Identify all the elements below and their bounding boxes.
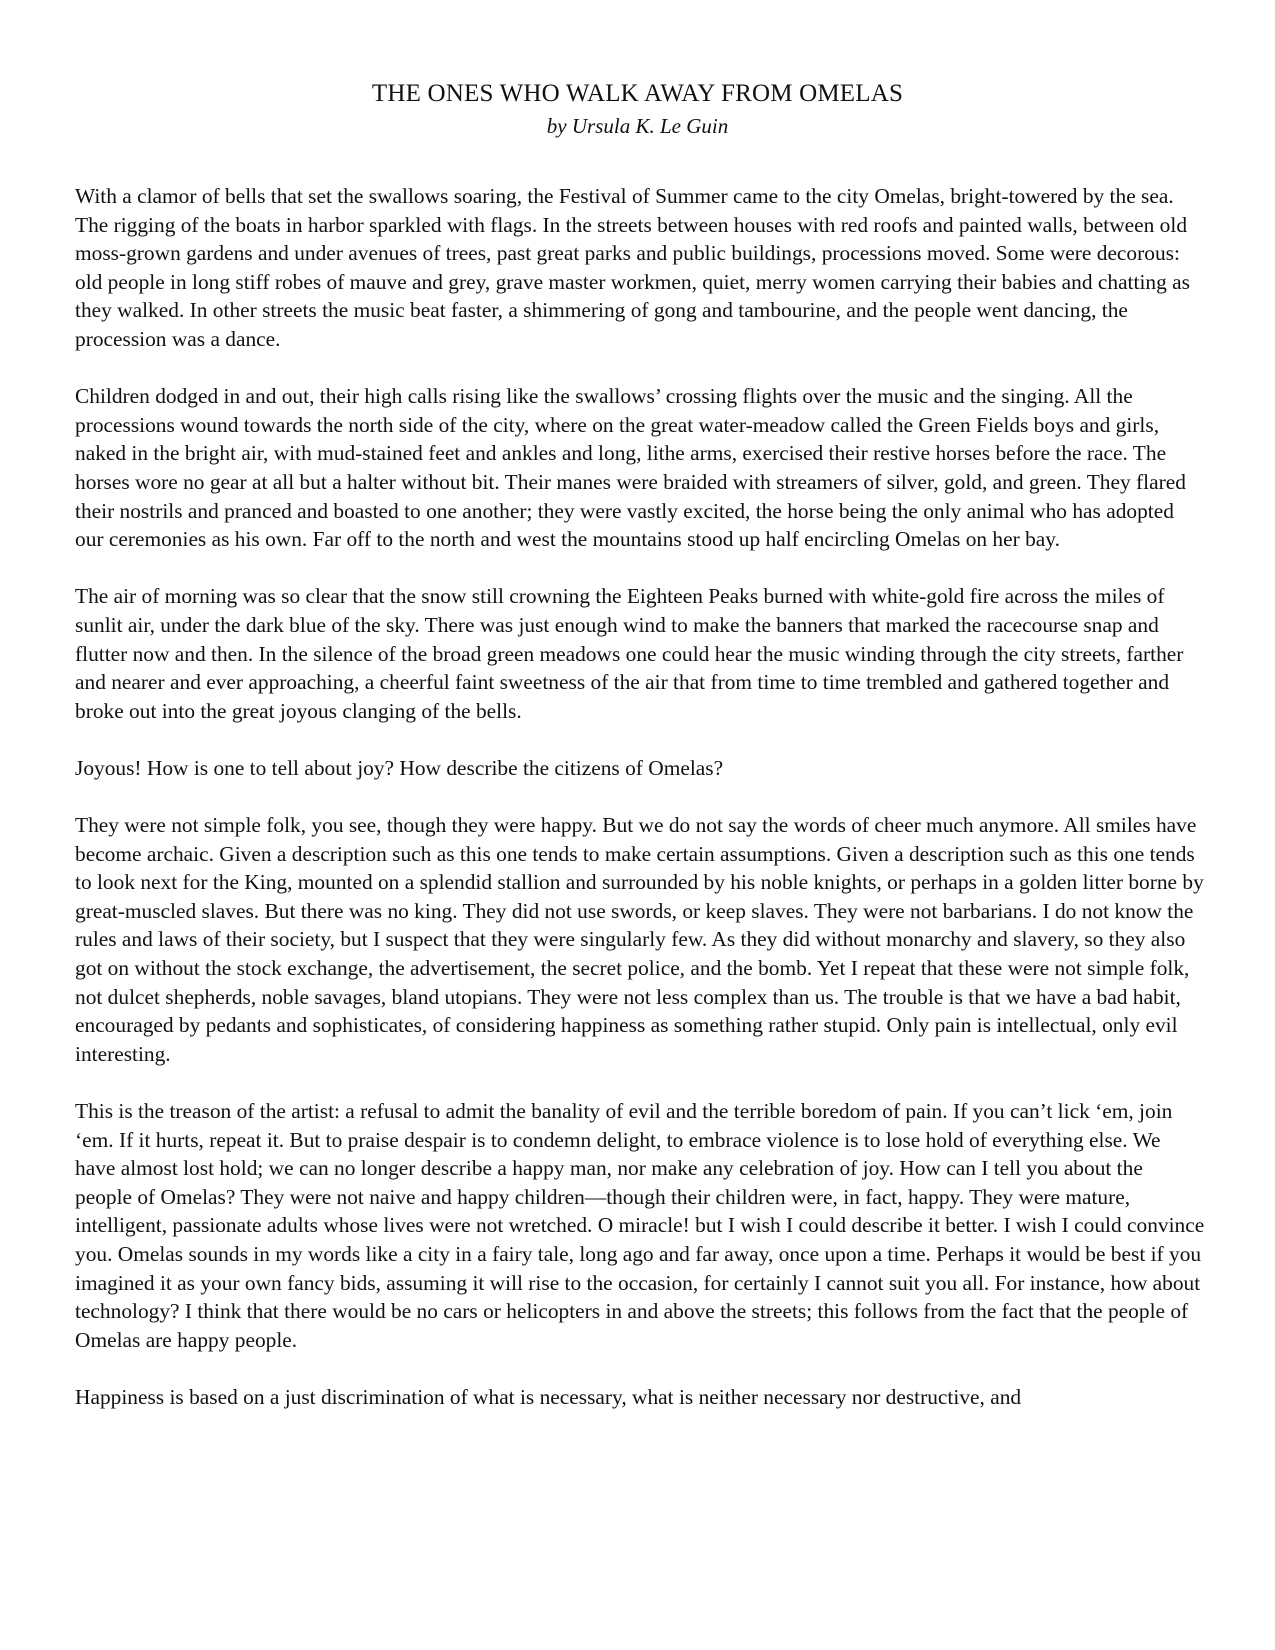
paragraph-3: The air of morning was so clear that the snow still crowning the Eighteen Peaks burned with white-gold fire across the miles of sunlit air, under the dark blue of the sky. There was just enough wind to make the banners that marked the racecourse snap and flutter now and then. In the silence of the broad green meadows one could hear the music winding through the city streets, farther and nearer and ever approaching, a cheerful faint sweetness of the air that from time to time trembled and gathered together and broke out into the great joyous clanging of the bells.: [75, 584, 1184, 723]
paragraph-4: Joyous! How is one to tell about joy? How describe the citizens of Omelas?: [75, 755, 724, 780]
paragraph-6: This is the treason of the artist: a refusal to admit the banality of evil and the terrible boredom of pain. If you can’t lick ‘em, join ‘em. If it hurts, repeat it. But to praise despair is to condemn delight, to embrace violence is to lose hold of everything else. We have almost lost hold; we can no longer describe a happy man, nor make any celebration of joy. How can I tell you about the people of Omelas? They were not naive and happy children—though their children were, in fact, happy. They were mature, intelligent, passionate adults whose lives were not wretched. O miracle! but I wish I could describe it better. I wish I could convince you. Omelas sounds in my words like a city in a fairy tale, long ago and far away, once upon a time. Perhaps it would be best if you imagined it as your own fancy bids, assuming it will rise to the occasion, for certainly I cannot suit you all. For instance, how about technology? I think that there would be no cars or helicopters in and above the streets; this follows from the fact that the people of Omelas are happy people.: [75, 1099, 1205, 1352]
story-title: THE ONES WHO WALK AWAY FROM OMELAS: [371, 80, 904, 107]
author-byline: by Ursula K. Le Guin: [546, 114, 729, 138]
paragraph-1: With a clamor of bells that set the swallows soaring, the Festival of Summer came to the city Omelas, bright-towered by the sea. The rigging of the boats in harbor sparkled with flags. In the streets between houses with red roofs and painted walls, between old moss-grown gardens and under avenues of trees, past great parks and public buildings, processions moved. Some were decorous: old people in long stiff robes of mauve and grey, grave master workmen, quiet, merry women carrying their babies and chatting as they walked. In other streets the music beat faster, a shimmering of gong and tambourine, and the people went dancing, the procession was a dance.: [75, 184, 1190, 351]
paragraph-5: They were not simple folk, you see, though they were happy. But we do not say the words of cheer much anymore. All smiles have become archaic. Given a description such as this one tends to make certain assumptions. Given a description such as this one tends to look next for the King, mounted on a splendid stallion and surrounded by his noble knights, or perhaps in a golden litter borne by great-muscled slaves. But there was no king. They did not use swords, or keep slaves. They were not barbarians. I do not know the rules and laws of their society, but I suspect that they were singularly few. As they did without monarchy and slavery, so they also got on without the stock exchange, the advertisement, the secret police, and the bomb. Yet I repeat that these were not simple folk, not dulcet shepherds, noble savages, bland utopians. They were not less complex than us. The trouble is that we have a bad habit, encouraged by pedants and sophisticates, of considering happiness as something rather stupid. Only pain is intellectual, only evil interesting.: [75, 813, 1204, 1066]
story-body: [75, 182, 1205, 1412]
paragraph-7: Happiness is based on a just discrimination of what is necessary, what is neither necessary nor destructive, and: [75, 1384, 1022, 1409]
paragraph-2: Children dodged in and out, their high calls rising like the swallows’ crossing flights over the music and the singing. All the processions wound towards the north side of the city, where on the great water-meadow called the Green Fields boys and girls, naked in the bright air, with mud-stained feet and ankles and long, lithe arms, exercised their restive horses before the race. The horses wore no gear at all but a halter without bit. Their manes were braided with streamers of silver, gold, and green. They flared their nostrils and pranced and boasted to one another; they were vastly excited, the horse being the only animal who has adopted our ceremonies as his own. Far off to the north and west the mountains stood up half encircling Omelas on her bay.: [75, 384, 1186, 552]
